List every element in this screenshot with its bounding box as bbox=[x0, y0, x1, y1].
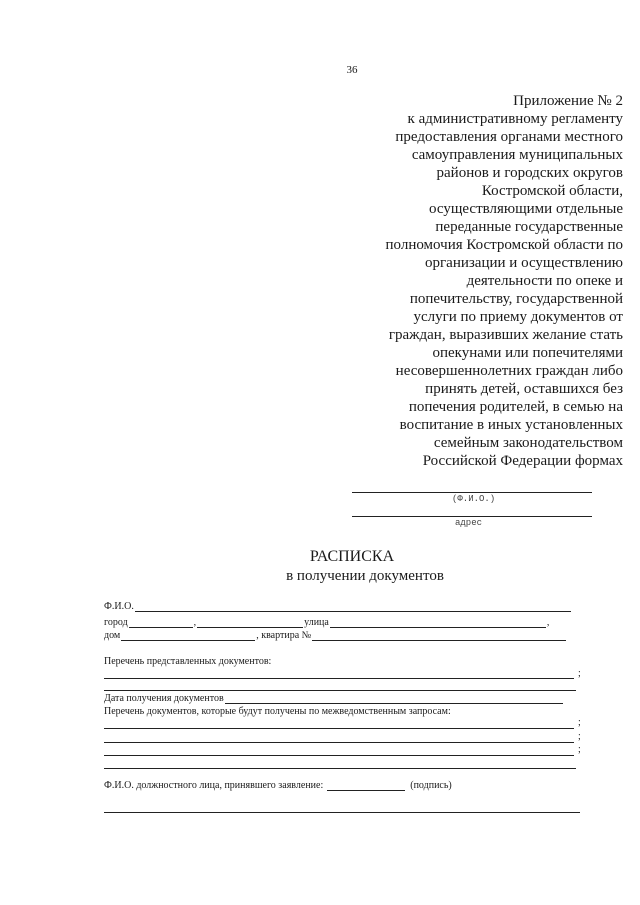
appendix-line: Российской Федерации формах bbox=[422, 453, 623, 469]
appendix-line: районов и городских округов bbox=[436, 165, 623, 181]
house-row bbox=[104, 630, 567, 641]
city-label: город bbox=[104, 617, 128, 628]
appendix-line: воспитание в иных установленных bbox=[399, 417, 623, 433]
interagency-row bbox=[104, 706, 451, 717]
address-row bbox=[104, 617, 549, 628]
interagency-line[interactable] bbox=[104, 728, 574, 729]
official-row bbox=[104, 780, 452, 791]
appendix-line: попечения родителей, в семью на bbox=[408, 399, 623, 415]
comma: , bbox=[546, 617, 550, 628]
street-label: улица bbox=[304, 617, 329, 628]
docs-list-line[interactable] bbox=[104, 690, 576, 691]
comma: , bbox=[193, 617, 197, 628]
appendix-line: опекунами или попечителями bbox=[432, 345, 623, 361]
fio-row bbox=[104, 601, 572, 612]
semicolon: ; bbox=[578, 731, 581, 742]
docs-list-line[interactable] bbox=[104, 678, 574, 679]
received-date-row bbox=[104, 693, 564, 704]
receipt-form bbox=[104, 0, 580, 905]
document-subtitle: в получении документов bbox=[286, 568, 444, 584]
street-field[interactable] bbox=[330, 618, 546, 628]
appendix-line: несовершеннолетних граждан либо bbox=[395, 363, 623, 379]
appendix-line: граждан, выразивших желание стать bbox=[388, 327, 623, 343]
apartment-field[interactable] bbox=[312, 631, 566, 641]
appendix-line: попечительству, государственной bbox=[409, 291, 623, 307]
district-field[interactable] bbox=[197, 618, 303, 628]
docs-list-label: Перечень представленных документов: bbox=[104, 656, 272, 667]
appendix-line: Костромской области, bbox=[481, 183, 623, 199]
appendix-line: семейным законодательством bbox=[433, 435, 623, 451]
received-date-field[interactable] bbox=[225, 694, 563, 704]
fio-field[interactable] bbox=[135, 602, 571, 612]
official-signature-field[interactable] bbox=[327, 781, 405, 791]
fio-label: Ф.И.О. bbox=[104, 601, 134, 612]
semicolon: ; bbox=[578, 668, 581, 679]
appendix-line: полномочия Костромской области по bbox=[385, 237, 623, 253]
appendix-line: предоставления органами местного bbox=[395, 129, 623, 145]
signature-label: (подпись) bbox=[410, 780, 452, 791]
appendix-line: услуги по приему документов от bbox=[413, 309, 623, 325]
bottom-line bbox=[104, 812, 580, 813]
interagency-line[interactable] bbox=[104, 742, 574, 743]
fio-caption: (Ф.И.О.) bbox=[452, 494, 496, 504]
official-label: Ф.И.О. должностного лица, принявшего заявление: bbox=[104, 780, 324, 791]
appendix-line: организации и осуществлению bbox=[425, 255, 623, 271]
docs-list-row bbox=[104, 656, 271, 667]
house-label: дом bbox=[104, 630, 121, 641]
appendix-line: к административному регламенту bbox=[407, 111, 623, 127]
appendix-line: Приложение № 2 bbox=[513, 93, 623, 109]
interagency-line[interactable] bbox=[104, 755, 574, 756]
address-caption: адрес bbox=[455, 518, 483, 528]
document-title: РАСПИСКА bbox=[309, 548, 395, 565]
city-field[interactable] bbox=[129, 618, 193, 628]
interagency-label: Перечень документов, которые будут получены по межведомственным запросам: bbox=[104, 706, 451, 717]
semicolon: ; bbox=[578, 744, 581, 755]
appendix-line: осуществляющими отдельные bbox=[429, 201, 623, 217]
semicolon: ; bbox=[578, 717, 581, 728]
appendix-line: переданные государственные bbox=[435, 219, 623, 235]
interagency-line[interactable] bbox=[104, 768, 576, 769]
house-field[interactable] bbox=[121, 631, 255, 641]
appendix-line: принять детей, оставшихся без bbox=[425, 381, 623, 397]
apartment-label: , квартира № bbox=[256, 630, 312, 641]
received-date-label: Дата получения документов bbox=[104, 693, 224, 704]
appendix-line: деятельности по опеке и bbox=[466, 273, 623, 289]
page-number: 36 bbox=[346, 64, 358, 76]
appendix-line: самоуправления муниципальных bbox=[411, 147, 623, 163]
